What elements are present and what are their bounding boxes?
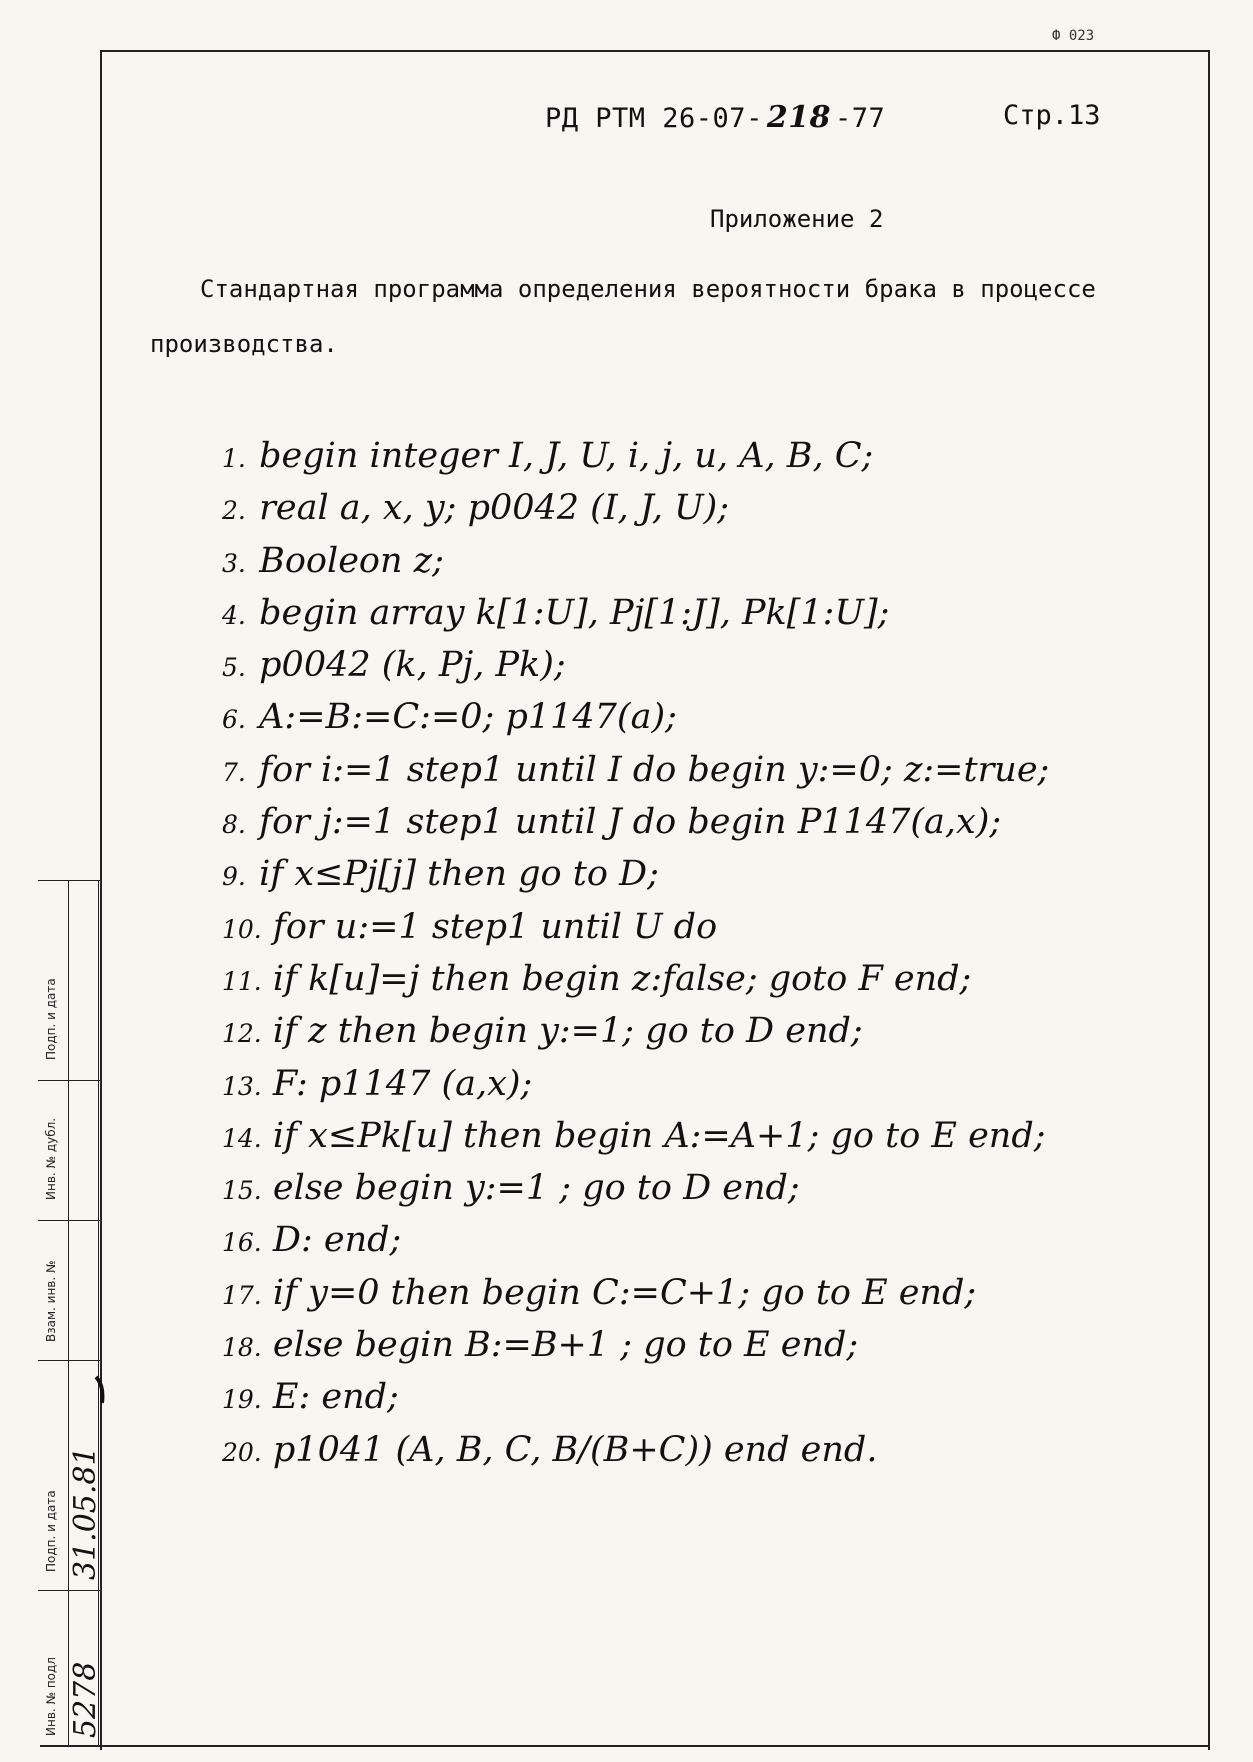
line-number: 20. xyxy=(222,1437,262,1467)
line-number: 5. xyxy=(222,653,246,683)
frame-bottom-border xyxy=(40,1745,1210,1747)
line-number: 10. xyxy=(222,914,262,944)
line-text: E: end; xyxy=(272,1377,399,1418)
line-text: for i:=1 step1 until I do begin y:=0; z:=true; xyxy=(259,749,1050,790)
line-text: D: end; xyxy=(272,1220,402,1261)
program-line xyxy=(222,639,1202,691)
line-text: for j:=1 step1 until J do begin P1147(a,x); xyxy=(259,802,1002,843)
line-text: if y=0 then begin C:=C+1; go to E end; xyxy=(272,1272,977,1313)
program-line xyxy=(222,535,1202,587)
program-line xyxy=(222,587,1202,639)
line-number: 18. xyxy=(222,1333,262,1363)
program-line xyxy=(222,691,1202,743)
line-number: 6. xyxy=(222,705,246,735)
line-text: p1041 (A, B, C, B/(B+C)) end end. xyxy=(272,1429,878,1470)
line-number: 12. xyxy=(222,1019,262,1049)
line-number: 4. xyxy=(222,600,246,630)
stamp-label-vzam-inv: Взам. инв. № xyxy=(44,1260,58,1342)
line-text: real a, x, y; p0042 (I, J, U); xyxy=(259,488,730,529)
line-number: 9. xyxy=(222,862,246,892)
line-text: if k[u]=j then begin z:false; goto F end; xyxy=(272,958,972,999)
line-number: 17. xyxy=(222,1280,262,1310)
program-line xyxy=(222,744,1202,796)
margin-stamp-table xyxy=(38,880,103,1745)
program-line xyxy=(222,1319,1202,1371)
program-line xyxy=(222,1267,1202,1319)
line-number: 8. xyxy=(222,810,246,840)
document-code xyxy=(545,100,885,135)
stamp-label-inv-podl: Инв. № подл xyxy=(44,1657,58,1736)
line-text: F: p1147 (a,x); xyxy=(272,1063,533,1104)
line-text: if z then begin y:=1; go to D end; xyxy=(272,1011,863,1052)
frame-top-border xyxy=(100,50,1210,52)
line-text: if x≤Pk[u] then begin A:=A+1; go to E end; xyxy=(272,1115,1046,1156)
program-listing xyxy=(222,430,1202,1476)
stamp-divider xyxy=(38,1220,100,1221)
program-line xyxy=(222,901,1202,953)
stamp-divider xyxy=(38,1080,100,1081)
frame-right-border xyxy=(1208,50,1210,1750)
line-number: 13. xyxy=(222,1071,262,1101)
stamp-value-date: 31.05.81 xyxy=(68,1446,103,1580)
line-text: begin array k[1:U], Pj[1:J], Pk[1:U]; xyxy=(259,592,890,633)
stamp-column-values xyxy=(68,880,99,1745)
line-number: 15. xyxy=(222,1176,262,1206)
line-text: p0042 (k, Pj, Pk); xyxy=(259,645,566,686)
stamp-label-podp-data-1: Подп. и дата xyxy=(44,1490,58,1572)
line-number: 11. xyxy=(222,966,262,996)
program-line xyxy=(222,1162,1202,1214)
stamp-label-podp-data-2: Подп. и дата xyxy=(44,978,58,1060)
line-number: 7. xyxy=(222,757,246,787)
margin-tick-mark-icon xyxy=(92,1375,110,1405)
stamp-value-inv-podl: 5278 xyxy=(68,1661,103,1738)
line-text: A:=B:=C:=0; p1147(a); xyxy=(259,697,677,738)
program-line xyxy=(222,796,1202,848)
line-text: else begin B:=B+1 ; go to E end; xyxy=(272,1325,859,1366)
program-line xyxy=(222,848,1202,900)
document-code-handwritten: 218 xyxy=(766,100,831,135)
program-line xyxy=(222,1005,1202,1057)
line-number: 14. xyxy=(222,1123,262,1153)
program-line xyxy=(222,1110,1202,1162)
program-line xyxy=(222,1058,1202,1110)
intro-paragraph: Стандартная программа определения вероятности брака в процессе производства. xyxy=(150,275,1096,358)
line-number: 16. xyxy=(222,1228,262,1258)
page-number: Стр.13 xyxy=(1003,100,1101,131)
program-line xyxy=(222,1214,1202,1266)
line-number: 19. xyxy=(222,1385,262,1415)
stamp-divider xyxy=(38,1360,100,1361)
appendix-title: Приложение 2 xyxy=(710,205,884,233)
stamp-divider xyxy=(38,880,100,881)
program-line xyxy=(222,1371,1202,1423)
line-text: Booleon z; xyxy=(259,540,444,581)
line-text: else begin y:=1 ; go to D end; xyxy=(272,1168,800,1209)
line-number: 3. xyxy=(222,548,246,578)
program-line xyxy=(222,430,1202,482)
line-number: 1. xyxy=(222,444,246,473)
program-line xyxy=(222,482,1202,534)
form-number: Ф 023 xyxy=(1052,28,1095,44)
program-line xyxy=(222,953,1202,1005)
line-text: begin integer I, J, U, i, j, u, A, B, C; xyxy=(259,436,874,476)
line-text: for u:=1 step1 until U do xyxy=(272,906,718,947)
program-line xyxy=(222,1424,1202,1476)
line-number: 2. xyxy=(222,496,246,526)
stamp-label-inv-dubl: Инв. № дубл. xyxy=(44,1117,58,1200)
document-code-suffix: -77 xyxy=(834,103,886,134)
document-code-prefix: РД РТМ 26-07- xyxy=(545,103,763,134)
line-text: if x≤Pj[j] then go to D; xyxy=(259,854,659,895)
stamp-divider xyxy=(38,1590,100,1591)
